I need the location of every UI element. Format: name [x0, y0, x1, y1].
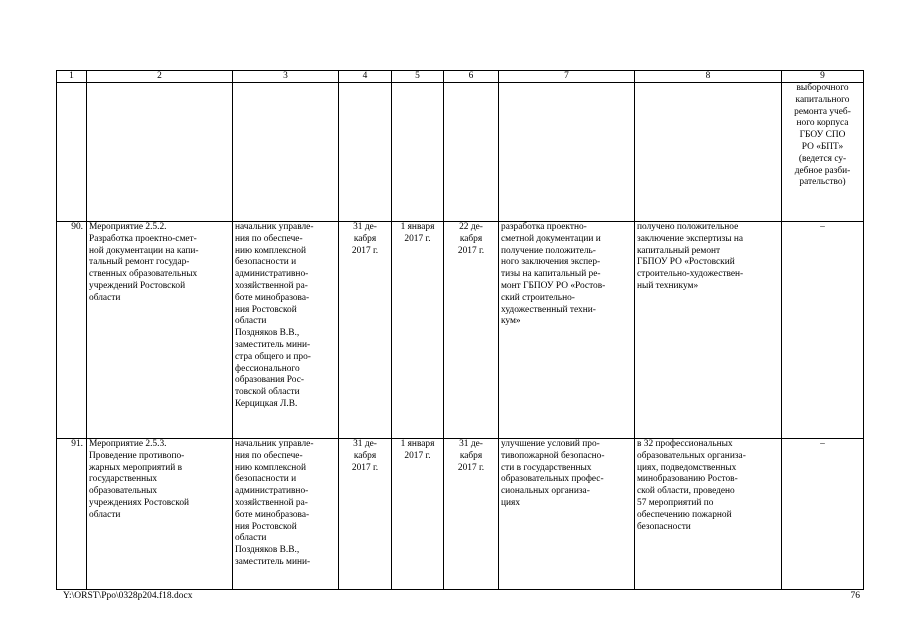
actual-start-cell: 1 января 2017 г.: [392, 222, 444, 439]
column-number: 6: [444, 71, 499, 83]
actual-result-cell: в 32 профессиональных образовательных организа- циях, подведомственных минобразованию Ростов- ской области, проведено 57 мероприятий по обеспечению пожарной безопасности: [635, 439, 782, 590]
actual-start-cell: [392, 83, 444, 222]
row-number: 90.: [57, 222, 87, 439]
responsible-cell: начальник управле- ния по обеспече- нию комплексной безопасности и административно- хозяйственной ра- боте минобразова- ния Ростовской области Поздняков В.В., заместитель мини- стра общего и про- фессионального образования Рос- товской области Керцицкая Л.В.: [233, 222, 339, 439]
report-table: [56, 70, 864, 590]
footer-page-number: 76: [850, 591, 860, 601]
reason-cell: –: [782, 439, 864, 590]
column-number: 3: [233, 71, 339, 83]
planned-date-cell: 31 де- кабря 2017 г.: [339, 222, 392, 439]
column-number: 2: [87, 71, 233, 83]
planned-result-cell: [499, 83, 635, 222]
event-cell: Мероприятие 2.5.3. Проведение противопо- жарных мероприятий в государственных образовательных учреждениях Ростовской области: [87, 439, 233, 590]
row-number: 91.: [57, 439, 87, 590]
table-row: [57, 222, 864, 439]
actual-result-cell: получено положительное заключение экспертизы на капитальный ремонт ГБПОУ РО «Ростовский строительно-художествен- ный техникум»: [635, 222, 782, 439]
column-number: 4: [339, 71, 392, 83]
column-number: 1: [57, 71, 87, 83]
event-cell: [87, 83, 233, 222]
column-number: 9: [782, 71, 864, 83]
actual-end-cell: 31 де- кабря 2017 г.: [444, 439, 499, 590]
column-number: 7: [499, 71, 635, 83]
reason-cell: выборочного капитального ремонта учеб- ного корпуса ГБОУ СПО РО «БПТ» (ведется су- дебное разби- рательство): [782, 83, 864, 222]
reason-cell: –: [782, 222, 864, 439]
table-row: [57, 439, 864, 590]
planned-result-cell: разработка проектно- сметной документации и получение положитель- ного заключения экспер- тизы на капитальный ре- монт ГБПОУ РО «Ростов- ский строительно- художественный техни- кум»: [499, 222, 635, 439]
actual-start-cell: 1 января 2017 г.: [392, 439, 444, 590]
column-number: 8: [635, 71, 782, 83]
planned-date-cell: 31 де- кабря 2017 г.: [339, 439, 392, 590]
responsible-cell: начальник управле- ния по обеспече- нию комплексной безопасности и административно- хозяйственной ра- боте минобразова- ния Ростовской области Поздняков В.В., заместитель мини-: [233, 439, 339, 590]
responsible-cell: [233, 83, 339, 222]
row-number: [57, 83, 87, 222]
planned-result-cell: улучшение условий про- тивопожарной безопасно- сти в государственных образовательных профес- сиональных организа- циях: [499, 439, 635, 590]
column-number: 5: [392, 71, 444, 83]
actual-end-cell: [444, 83, 499, 222]
planned-date-cell: [339, 83, 392, 222]
actual-end-cell: 22 де- кабря 2017 г.: [444, 222, 499, 439]
event-cell: Мероприятие 2.5.2. Разработка проектно-смет- ной документации на капи- тальный ремонт государ- ственных образовательных учреждений Ростовской области: [87, 222, 233, 439]
column-number-row: [57, 71, 864, 83]
footer-file-path: Y:\ORST\Ppo\0328p204.f18.docx: [63, 591, 193, 601]
table-row: [57, 83, 864, 222]
actual-result-cell: [635, 83, 782, 222]
